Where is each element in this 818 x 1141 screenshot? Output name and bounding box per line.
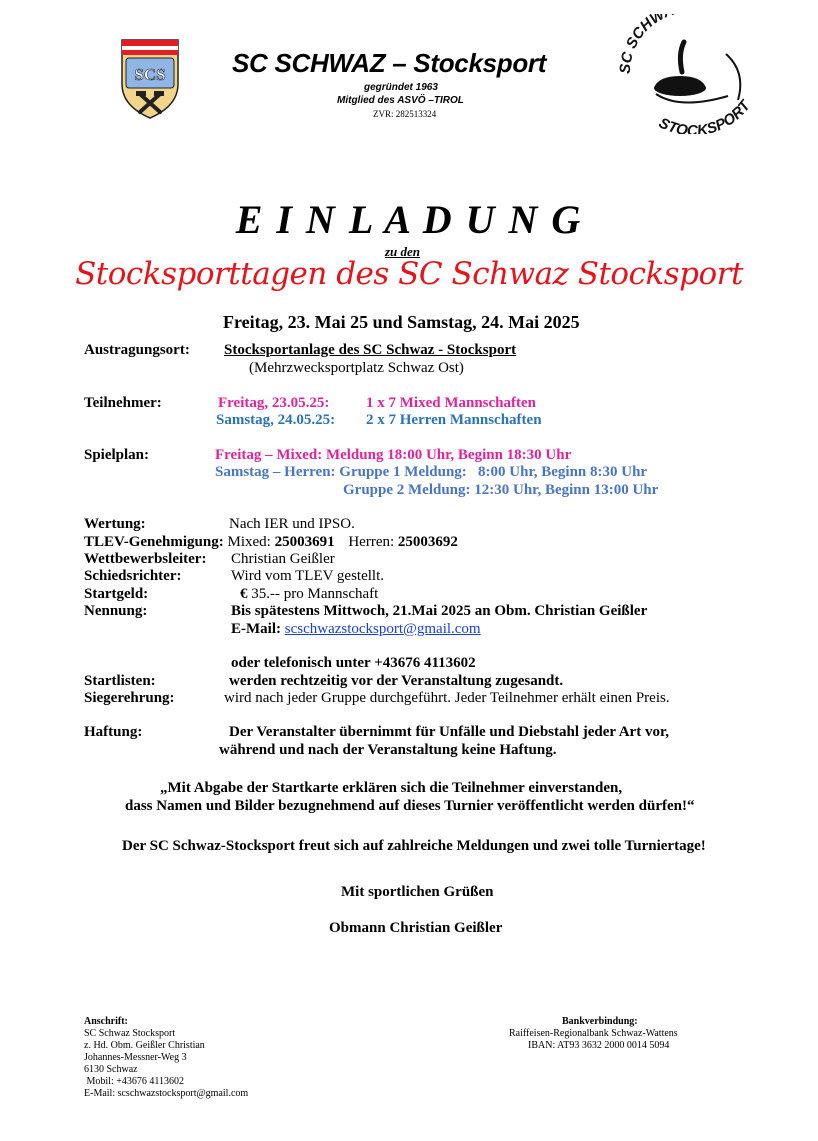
schiri-value: Wird vom TLEV gestellt. (231, 568, 384, 584)
tlev-herren-no: 25003692 (397, 534, 458, 550)
spielplan-line1: Freitag – Mixed: Meldung 18:00 Uhr, Beginn 18:30 Uhr (215, 447, 572, 463)
freut-text: Der SC Schwaz-Stocksport freut sich auf zahlreiche Meldungen und zwei tolle Turniertage! (122, 838, 706, 854)
siegerehrung-value: wird nach jeder Gruppe durchgeführt. Jeder Teilnehmer erhält einen Preis. (224, 690, 670, 706)
founded-text: gegründet 1963 (364, 82, 438, 93)
tlev-mixed-label: Mixed: (227, 534, 271, 550)
member-text: Mitglied des ASVÖ –TIROL (337, 95, 464, 106)
club-title: SC SCHWAZ – Stocksport (232, 48, 547, 78)
crest-letters: SCS (134, 65, 166, 84)
zu-den-text: zu den (385, 244, 421, 259)
address-line-4: 6130 Schwaz (84, 1064, 138, 1075)
startlisten-value: werden rechtzeitig vor der Veranstaltung zugesandt. (229, 673, 564, 689)
leiter-value: Christian Geißler (231, 551, 335, 567)
club-crest (116, 34, 184, 120)
startgeld-label: Startgeld: (84, 586, 149, 602)
address-title: Anschrift: (84, 1016, 128, 1027)
nennung-label: Nennung: (84, 603, 148, 619)
zvr-text: ZVR: 282513324 (373, 109, 437, 119)
schiri-label: Schiedsrichter: (84, 568, 182, 584)
bank-iban: IBAN: AT93 3632 2000 0014 5094 (528, 1040, 670, 1051)
haftung-line1: Der Veranstalter übernimmt für Unfälle und Diebstahl jeder Art vor, (229, 724, 669, 740)
email-link[interactable]: scschwazstocksport@gmail.com (284, 621, 481, 637)
event-subtitle: Stocksporttagen des SC Schwaz Stocksport (75, 256, 743, 292)
address-line-5: Mobil: +43676 4113602 (84, 1076, 184, 1087)
spielplan-line2: Samstag – Herren: Gruppe 1 Meldung: 8:00 Uhr, Beginn 8:30 Uhr (215, 464, 648, 480)
tlev-label: TLEV-Genehmigung: (84, 534, 224, 550)
email-row (231, 621, 481, 638)
quote-line1: „Mit Abgabe der Startkarte erklären sich die Teilnehmer einverstanden, (160, 780, 623, 796)
startgeld-row (240, 586, 378, 603)
address-line-6: E-Mail: scschwazstocksport@gmail.com (84, 1088, 249, 1099)
logo-bottom-text: STOCKSPORT (656, 97, 754, 134)
email-label: E-Mail: (231, 621, 281, 637)
bank-name: Raiffeisen-Regionalbank Schwaz-Wattens (509, 1028, 678, 1039)
startlisten-label: Startlisten: (84, 673, 156, 689)
quote-line2: dass Namen und Bilder bezugnehmend auf dieses Turnier veröffentlicht werden dürfen!“ (125, 798, 695, 814)
siegerehrung-label: Siegerehrung: (84, 690, 175, 706)
greeting-text: Mit sportlichen Grüßen (341, 884, 494, 900)
spielplan-label: Spielplan: (84, 447, 150, 463)
spielplan-line3: Gruppe 2 Meldung: 12:30 Uhr, Beginn 13:00 Uhr (343, 482, 659, 498)
address-line-1: SC Schwaz Stocksport (84, 1028, 176, 1039)
tlev-row (84, 534, 458, 551)
wertung-value: Nach IER und IPSO. (229, 516, 355, 532)
tlev-herren-label: Herren: (348, 534, 395, 550)
teilnehmer-label: Teilnehmer: (84, 395, 162, 411)
leiter-label: Wettbewerbsleiter: (84, 551, 207, 567)
teilnehmer-fri-date: Freitag, 23.05.25: (218, 395, 330, 411)
teilnehmer-sat-date: Samstag, 24.05.25: (216, 412, 336, 428)
austragungsort-value: Stocksportanlage des SC Schwaz - Stocksport (224, 342, 517, 358)
nennung-value: Bis spätestens Mittwoch, 21.Mai 2025 an Obm. Christian Geißler (231, 603, 648, 619)
euro-symbol: € (240, 586, 248, 602)
wertung-label: Wertung: (84, 516, 146, 532)
bank-title: Bankverbindung: (562, 1016, 638, 1027)
austragungsort-label: Austragungsort: (84, 342, 190, 358)
stocksport-logo (618, 14, 768, 134)
svg-text:SC SCHWAZ (618, 14, 686, 74)
signature-text: Obmann Christian Geißler (329, 920, 503, 936)
haftung-label: Haftung: (84, 724, 143, 740)
tlev-mixed-no: 25003691 (274, 534, 335, 550)
address-line-3: Johannes-Messner-Weg 3 (84, 1052, 187, 1063)
invitation-heading: E I N L A D U N G (235, 197, 583, 242)
event-dates: Freitag, 23. Mai 25 und Samstag, 24. Mai 2025 (223, 312, 580, 332)
haftung-line2: während und nach der Veranstaltung keine Haftung. (219, 742, 557, 758)
teilnehmer-sat-teams: 2 x 7 Herren Mannschaften (366, 412, 542, 428)
teilnehmer-fri-teams: 1 x 7 Mixed Mannschaften (366, 395, 536, 411)
austragungsort-detail: (Mehrzwecksportplatz Schwaz Ost) (249, 360, 464, 376)
logo-top-text: SC SCHW (618, 14, 668, 75)
startgeld-value: 35.-- pro Mannschaft (251, 586, 379, 602)
phone-text: oder telefonisch unter +43676 4113602 (231, 655, 476, 671)
address-line-2: z. Hd. Obm. Geißler Christian (84, 1040, 205, 1051)
